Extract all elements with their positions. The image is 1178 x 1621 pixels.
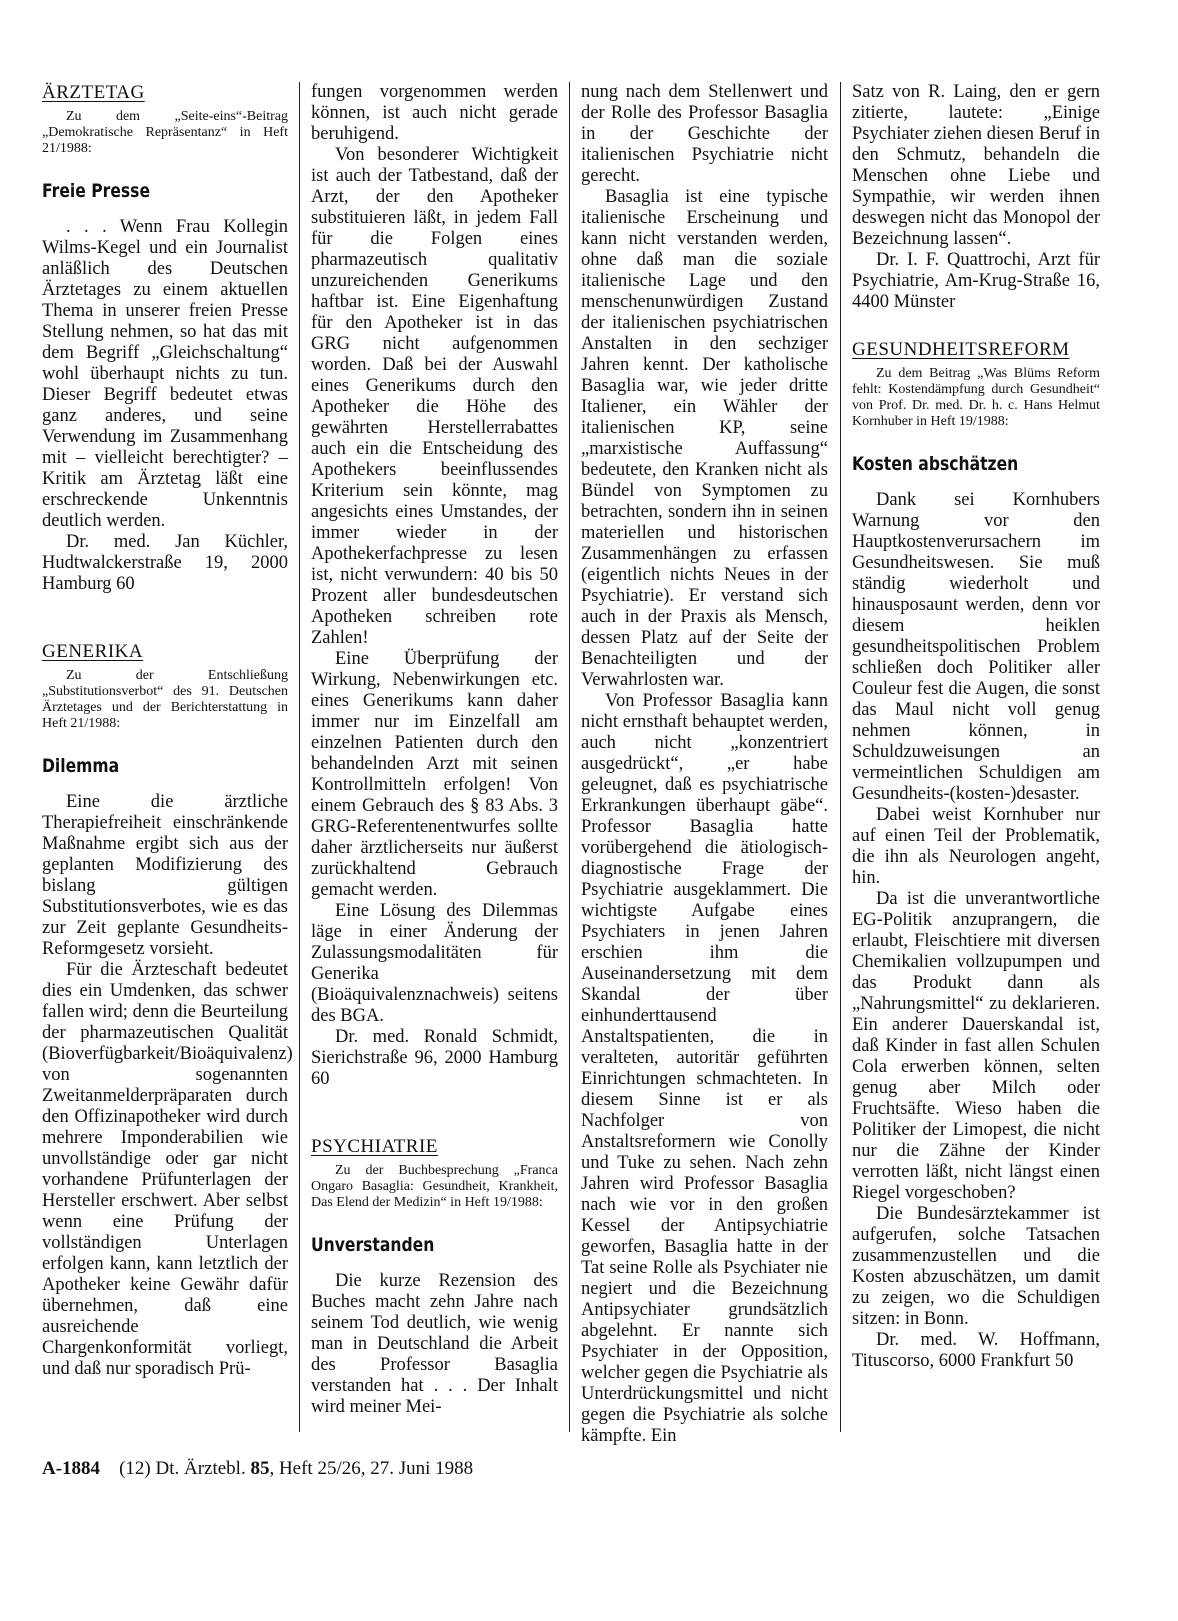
column-rule — [840, 82, 841, 1432]
letter-paragraph: . . . Wenn Frau Kollegin Wilms-Kegel und ein Journalist anläßlich des Deutschen Ärztetages zu einem aktuellen Thema in unserer freien Presse Stellung nehmen, so hat das mit dem Begriff „Gleichschaltung“ wohl überhaupt nichts zu tun. Dieser Begriff bedeutet etwas ganz anderes, und seine Verwendung im Zusammenhang mit – vielleicht berechtigter? – Kritik am Ärztetag läßt eine erschreckende Unkenntnis deutlich werden. — [42, 217, 288, 531]
letter-paragraph: Von besonderer Wichtigkeit ist auch der Tatbestand, daß der Arzt, der den Apotheker substituieren läßt, in jedem Fall für die Folgen eines pharmazeutisch qualitativ unzureichenden Generikums haftbar ist. Eine Eigenhaftung für den Apotheker ist in das GRG nicht aufgenommen worden. Daß bei der Auswahl eines Generikums durch den Apotheker die Höhe des gewährten Herstellerrabattes auch ein die Entscheidung des Apothekers beeinflussendes Kriterium sein könnte, mag angesichts eines Umstandes, der immer wieder in der Apothekerfachpresse zu lesen ist, nicht verwundern: 40 bis 50 Prozent aller bundesdeutschen Apotheken schreiben rote Zahlen! — [311, 145, 558, 648]
letter-paragraph: nung nach dem Stellenwert und der Rolle des Professor Basaglia in der Geschichte der italienischen Psychiatrie nicht gerecht. — [581, 82, 828, 186]
page-number: A-1884 — [42, 1458, 101, 1479]
letter-paragraph: Basaglia ist eine typische italienische Erscheinung und kann nicht verstanden werden, ohne daß man die soziale italienische Lage und den menschenunwürdigen Zustand der italienischen psychiatrischen Anstalten in den sechziger Jahren kennt. Der katholische Basaglia war, wie jeder dritte Italiener, ein Wähler der italienischen KP, seine „marxistische Auffassung“ bedeutete, den Kranken nicht als Bündel von Symptomen zu betrachten, sondern ihn in seinen materiellen und historischen Zusammenhängen zu erfassen (eigentlich nichts Neues in der Psychiatrie). Er verstand sich auch in der Praxis als Mensch, dessen Platz auf der Seite der Benachteiligten und der Verwahrlosten war. — [581, 187, 828, 690]
letter-paragraph: Satz von R. Laing, den er gern zitierte, lautete: „Einige Psychiater ziehen diesen Beruf in den Schmutz, behandeln die Menschen ohne Liebe und Sympathie, wir werden ihnen deswegen nicht das Monopol der Bezeichnung lassen“. — [852, 82, 1100, 249]
letter-paragraph: Die Bundesärztekammer ist aufgerufen, solche Tatsachen zusammenzustellen und die Kosten abzuschätzen, um damit zu zeigen, wo die Schuldigen sitzen: in Bonn. — [852, 1204, 1100, 1329]
letter-paragraph: Die kurze Rezension des Buches macht zehn Jahre nach seinem Tod deutlich, wie wenig man in Deutschland die Arbeit des Professor Basaglia verstanden hat . . . Der Inhalt wird meiner Mei- — [311, 1271, 558, 1417]
letter-paragraph: Für die Ärzteschaft bedeutet dies ein Umdenken, das schwer fallen wird; denn die Beurteilung der pharmazeutischen Qualität (Bioverfügbarkeit/Bioäquivalenz) von sogenannten Zweitanmelderpräparaten durch den Offizinapotheker wird durch mehrere Imponderabilien wie unvollständige oder gar nicht vorhandene Prüfunterlagen der Hersteller erschwert. Aber selbst wenn eine Prüfung der vollständigen Unterlagen erfolgen kann, kann letztlich der Apotheker keine Gewähr dafür übernehmen, daß eine ausreichende Chargenkonformität vorliegt, und daß nur sporadisch Prü- — [42, 960, 293, 1379]
column-4 — [852, 82, 1100, 1372]
page-footer — [42, 1458, 473, 1480]
reference-note: Zu dem Beitrag „Was Blüms Reform fehlt: Kostendämpfung durch Gesundheit“ von Prof. Dr. med. Dr. h. c. Hans Helmut Kornhuber in Heft 19/1988: — [852, 366, 1100, 429]
reference-note: Zu dem „Seite-eins“-Beitrag „Demokratische Repräsentanz“ in Heft 21/1988: — [42, 109, 288, 156]
volume-number: 85 — [250, 1458, 270, 1479]
section-label-generika: GENERIKA — [42, 641, 144, 662]
reference-note: Zu der Buchbesprechung „Franca Ongaro Basaglia: Gesundheit, Krankheit, Das Elend der Medizin“ in Heft 19/1988: — [311, 1163, 558, 1210]
letter-paragraph: Dank sei Kornhubers Warnung vor den Hauptkostenverursachern im Gesundheitswesen. Sie muß ständig wiederholt und hinausposaunt werden, denn vor diesem heiklen gesundheitspolitischen Problem schließen doch Politiker aller Couleur fest die Augen, die sonst das Maul nicht voll genug nehmen können, in Schuldzuweisungen an vermeintlichen Schuldigen am Gesundheits-(kosten-)desaster. — [852, 490, 1100, 804]
column-2 — [311, 82, 558, 1418]
reference-note: Zu der Entschließung „Substitutionsverbot“ des 91. Deutschen Ärztetages und der Berichterstattung in Heft 21/1988: — [42, 668, 288, 731]
letter-signature: Dr. I. F. Quattrochi, Arzt für Psychiatrie, Am-Krug-Straße 16, 4400 Münster — [852, 250, 1100, 312]
letter-signature: Dr. med. Ronald Schmidt, Sierichstraße 96, 2000 Hamburg 60 — [311, 1027, 558, 1089]
letter-headline: Kosten abschätzen — [852, 453, 1019, 475]
letter-signature: Dr. med. W. Hoffmann, Tituscorso, 6000 Frankfurt 50 — [852, 1330, 1100, 1371]
letter-paragraph: fungen vorgenommen werden können, ist auch nicht gerade beruhigend. — [311, 82, 558, 144]
issue-date: , Heft 25/26, 27. Juni 1988 — [269, 1458, 474, 1479]
letter-paragraph: Dabei weist Kornhuber nur auf einen Teil der Problematik, die ihn als Neurologen angeht, hin. — [852, 805, 1100, 888]
letter-headline: Dilemma — [42, 755, 120, 777]
letter-headline: Freie Presse — [42, 180, 151, 202]
section-label-psychiatrie: PSYCHIATRIE — [311, 1136, 438, 1157]
column-1 — [42, 82, 293, 1380]
section-label-aerztetag: ÄRZTETAG — [42, 82, 145, 103]
letter-paragraph: Von Professor Basaglia kann nicht ernsthaft behauptet werden, auch nicht „konzentriert ausgedrückt“, „er habe geleugnet, daß es psychiatrische Erkrankungen überhaupt gäbe“. Professor Basaglia hatte vorübergehend die ätiologisch-diagnostische Frage der Psychiatrie ausgeklammert. Die wichtigste Aufgabe eines Psychiaters in jenen Jahren erschien ihm die Auseinandersetzung mit dem Skandal der über einhunderttausend Anstaltspatienten, die in veralteten, autoritär geführten Einrichtungen schmachteten. In diesem Sinne ist er als Nachfolger von Anstaltsreformern wie Conolly und Tuke zu sehen. Nach zehn Jahren wird Professor Basaglia nach wie vor in den großen Kessel der Antipsychiatrie geworfen, Basaglia hatte in der Tat seine Rolle als Psychiater nie negiert und die Bezeichnung Antipsychiater grundsätzlich abgelehnt. Er nannte sich Psychiater in der Opposition, welcher gegen die Psychiatrie als Unterdrückungsmittel und nicht gegen die Psychiatrie als solche kämpfte. Ein — [581, 691, 828, 1446]
column-3 — [581, 82, 828, 1447]
column-rule — [299, 82, 300, 1432]
column-rule — [569, 82, 570, 1432]
journal-issue: (12) Dt. Ärztebl. — [119, 1458, 246, 1479]
letter-paragraph: Eine Lösung des Dilemmas läge in einer Änderung der Zulassungsmodalitäten für Generika (Bioäquivalenznachweis) seitens des BGA. — [311, 901, 558, 1026]
letter-paragraph: Eine die ärztliche Therapiefreiheit einschränkende Maßnahme ergibt sich aus der geplanten Modifizierung des bislang gültigen Substitutionsverbotes, wie es das zur Zeit geplante Gesundheits-Reformgesetz vorsieht. — [42, 792, 288, 959]
letter-paragraph: Da ist die unverantwortliche EG-Politik anzuprangern, die erlaubt, Fleischtiere mit diversen Chemikalien vollzupumpen und das Produkt dann als „Nahrungsmittel“ zu deklarieren. Ein anderer Dauerskandal ist, daß Kinder in fast allen Schulen Cola erwerben können, selten genug aber Milch oder Fruchtsäfte. Wieso haben die Politiker der Limopest, die nicht nur die Zähne der Kinder verrotten läßt, nicht längst einen Riegel vorgeschoben? — [852, 889, 1100, 1203]
section-label-gesundheitsreform: GESUNDHEITSREFORM — [852, 339, 1070, 360]
letter-headline: Unverstanden — [311, 1234, 435, 1256]
letter-paragraph: Eine Überprüfung der Wirkung, Nebenwirkungen etc. eines Generikums kann daher immer nur im Einzelfall am einzelnen Patienten durch den behandelnden Arzt mit seinen Kontrollmitteln erfolgen! Von einem Gebrauch des § 83 Abs. 3 GRG-Referentenentwurfes sollte daher ärztlicherseits nur äußerst zurückhaltend Gebrauch gemacht werden. — [311, 649, 558, 900]
letter-signature: Dr. med. Jan Küchler, Hudtwalckerstraße 19, 2000 Hamburg 60 — [42, 532, 288, 594]
